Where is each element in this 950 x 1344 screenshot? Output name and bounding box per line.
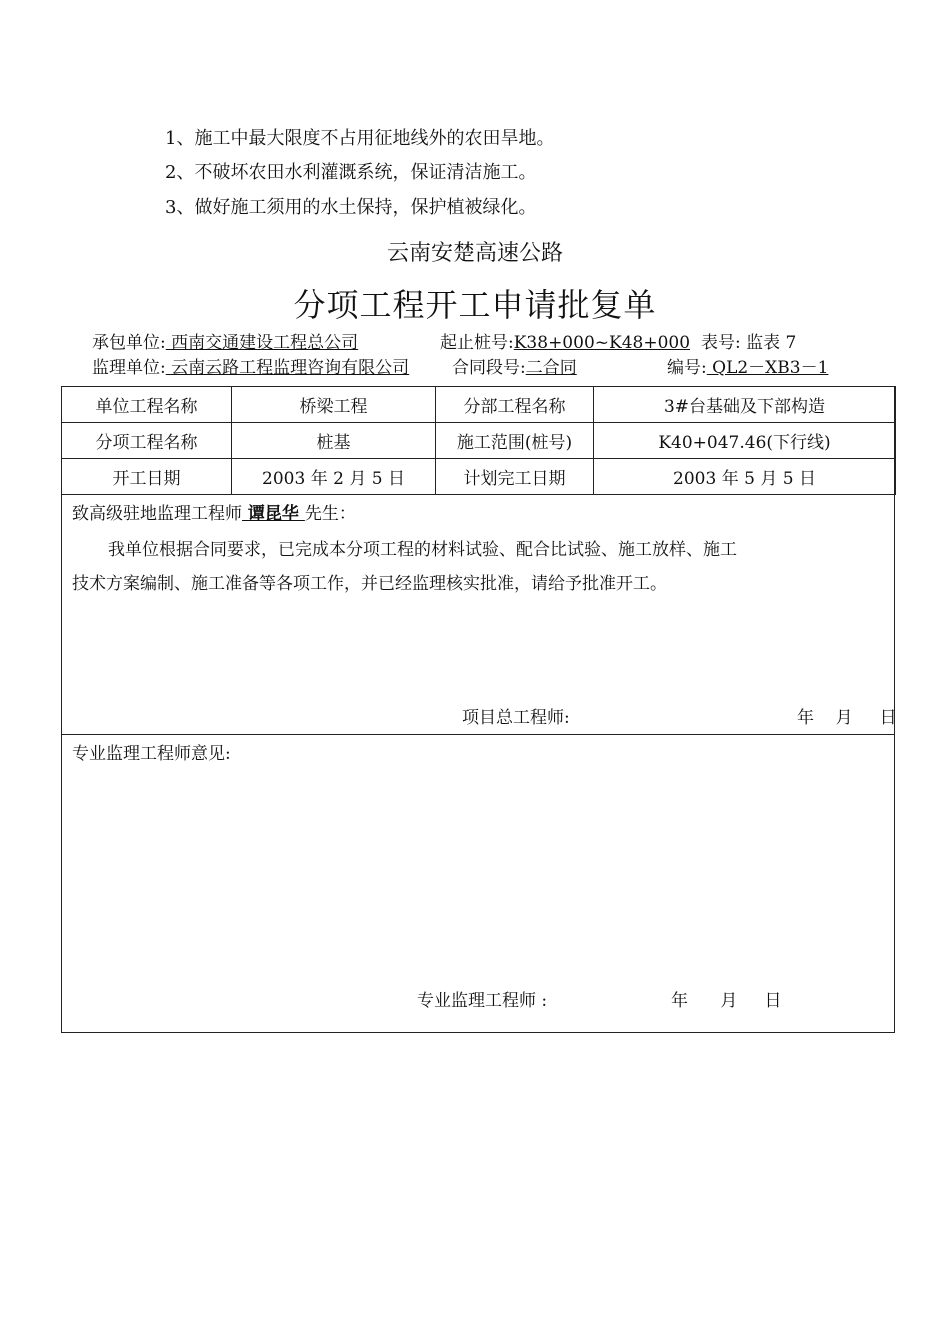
table-cell: 计划完工日期 — [436, 459, 594, 495]
opinion-date: 年 月 日 — [671, 991, 782, 1011]
station-label: 起止桩号: — [440, 333, 514, 353]
table-cell: 桥梁工程 — [232, 387, 436, 423]
code-label: 编号: — [667, 358, 707, 378]
station-value: K38+000~K48+000 — [513, 333, 691, 353]
contract-value: 二合同 — [525, 358, 577, 378]
station-field — [440, 328, 690, 353]
note-item: 1、施工中最大限度不占用征地线外的农田旱地。 — [165, 128, 555, 149]
addressee-name: 谭昆华 — [242, 504, 305, 524]
contract-label: 合同段号: — [452, 358, 526, 378]
page-title: 分项工程开工申请批复单 — [293, 286, 657, 324]
chief-engineer-signature-label: 项目总工程师: — [462, 708, 570, 728]
opinion-label: 专业监理工程师意见: — [72, 744, 231, 764]
addressee-prefix: 致高级驻地监理工程师 — [72, 504, 242, 524]
note-item: 3、做好施工须用的水土保持，保护植被绿化。 — [165, 197, 537, 218]
table-cell: 单位工程名称 — [62, 387, 232, 423]
supervisor-value: 云南云路工程监理咨询有限公司 — [165, 358, 410, 378]
application-date: 年 月 日 — [797, 708, 897, 728]
code-field — [667, 353, 828, 378]
table-cell: 3#台基础及下部构造 — [594, 387, 896, 423]
supervisor-field — [92, 353, 409, 378]
supervisor-label: 监理单位: — [92, 358, 166, 378]
table-row — [62, 387, 896, 423]
table-row — [62, 423, 896, 459]
section-divider — [61, 734, 895, 735]
table-cell: 开工日期 — [62, 459, 232, 495]
contract-field — [452, 353, 577, 378]
table-cell: 分部工程名称 — [436, 387, 594, 423]
note-item: 2、不破坏农田水利灌溉系统，保证清洁施工。 — [165, 162, 537, 183]
form-number: 表号: 监表 7 — [701, 333, 797, 353]
table-cell: 施工范围(桩号) — [436, 423, 594, 459]
addressee-suffix: 先生： — [304, 504, 356, 524]
contractor-field — [92, 328, 358, 353]
table-cell: 桩基 — [232, 423, 436, 459]
supervising-engineer-signature-label: 专业监理工程师 : — [417, 991, 548, 1011]
code-value: QL2－XB3－1 — [706, 358, 829, 378]
addressee-line — [72, 499, 356, 524]
table-cell: 2003 年 5 月 5 日 — [594, 459, 896, 495]
contractor-label: 承包单位: — [92, 333, 166, 353]
application-body-line: 技术方案编制、施工准备等各项工作，并已经监理核实批准，请给予批准开工。 — [72, 574, 667, 594]
project-subtitle: 云南安楚高速公路 — [386, 241, 563, 266]
contractor-value: 西南交通建设工程总公司 — [165, 333, 359, 353]
table-row — [62, 459, 896, 495]
info-table — [61, 386, 896, 495]
table-cell: 2003 年 2 月 5 日 — [232, 459, 436, 495]
application-body-line: 我单位根据合同要求，已完成本分项工程的材料试验、配合比试验、施工放样、施工 — [108, 540, 737, 560]
table-cell: K40+047.46(下行线) — [594, 423, 896, 459]
table-cell: 分项工程名称 — [62, 423, 232, 459]
